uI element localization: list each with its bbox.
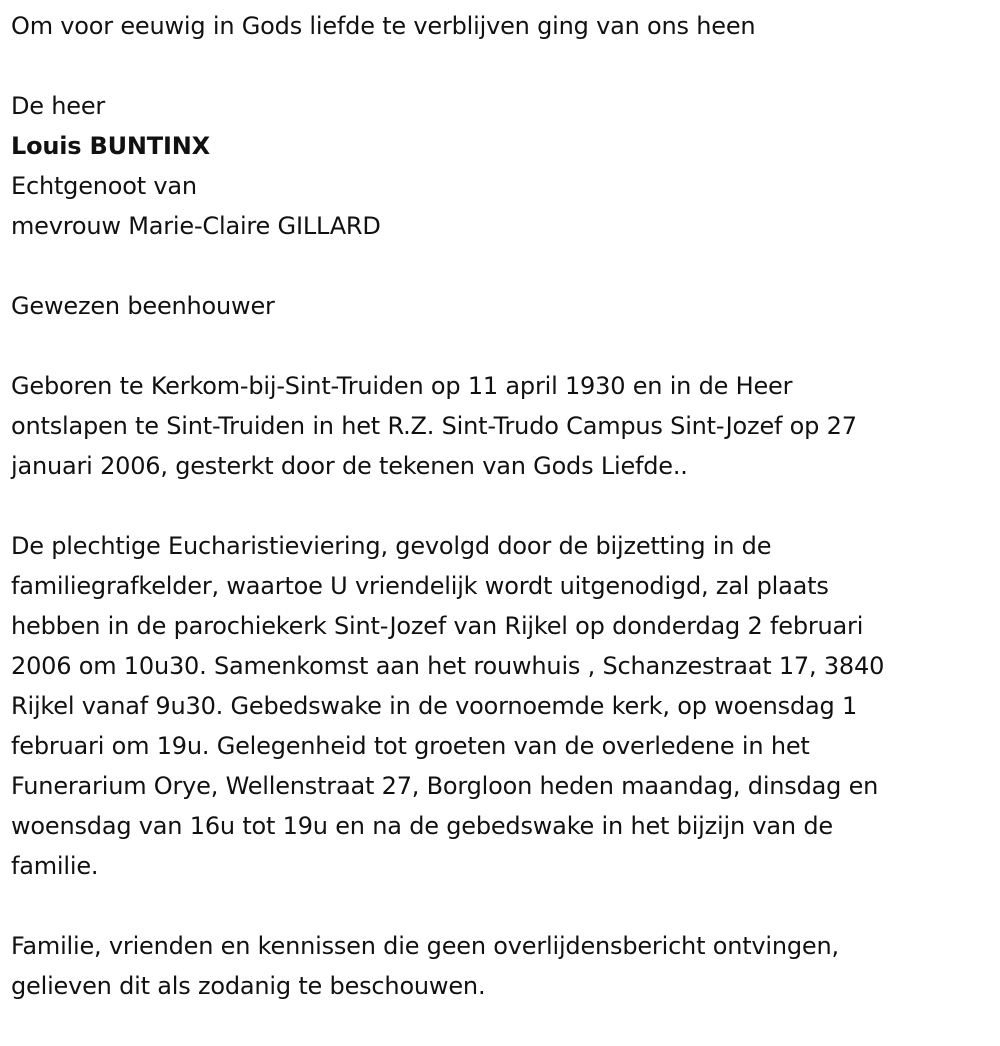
paragraph-line: Familie, vrienden en kennissen die geen overlijdensbericht ontvingen,	[11, 932, 839, 960]
paragraph-line: De plechtige Eucharistieviering, gevolgd door de bijzetting in de	[11, 532, 772, 560]
spouse-name: mevrouw Marie-Claire GILLARD	[11, 212, 381, 240]
spacer	[11, 326, 991, 366]
paragraph-line: woensdag van 16u tot 19u en na de gebedswake in het bijzijn van de	[11, 812, 833, 840]
spacer	[11, 246, 991, 286]
spouse-prefix: Echtgenoot van	[11, 172, 197, 200]
spacer	[11, 486, 991, 526]
occupation: Gewezen beenhouwer	[11, 292, 275, 320]
paragraph-line: januari 2006, gesterkt door de tekenen van Gods Liefde..	[11, 452, 688, 480]
closing-paragraph	[11, 926, 991, 1006]
spacer	[11, 886, 991, 926]
paragraph-line: Rijkel vanaf 9u30. Gebedswake in de voornoemde kerk, op woensdag 1	[11, 692, 858, 720]
intro-text: Om voor eeuwig in Gods liefde te verblijven ging van ons heen	[11, 12, 756, 40]
salutation: De heer	[11, 92, 106, 120]
ceremony-paragraph	[11, 526, 991, 886]
paragraph-line: gelieven dit als zodanig te beschouwen.	[11, 972, 486, 1000]
paragraph-line: familiegrafkelder, waartoe U vriendelijk wordt uitgenodigd, zal plaats	[11, 572, 829, 600]
birth-death-paragraph	[11, 366, 991, 486]
paragraph-line: ontslapen te Sint-Truiden in het R.Z. Sint-Trudo Campus Sint-Jozef op 27	[11, 412, 857, 440]
paragraph-line: hebben in de parochiekerk Sint-Jozef van Rijkel op donderdag 2 februari	[11, 612, 864, 640]
paragraph-line: Funerarium Orye, Wellenstraat 27, Borgloon heden maandag, dinsdag en	[11, 772, 879, 800]
spacer	[11, 46, 991, 86]
deceased-name: Louis BUNTINX	[11, 132, 210, 160]
paragraph-line: familie.	[11, 852, 99, 880]
paragraph-line: Geboren te Kerkom-bij-Sint-Truiden op 11 april 1930 en in de Heer	[11, 372, 793, 400]
paragraph-line: 2006 om 10u30. Samenkomst aan het rouwhuis , Schanzestraat 17, 3840	[11, 652, 885, 680]
obituary-document	[11, 6, 991, 1006]
paragraph-line: februari om 19u. Gelegenheid tot groeten van de overledene in het	[11, 732, 810, 760]
